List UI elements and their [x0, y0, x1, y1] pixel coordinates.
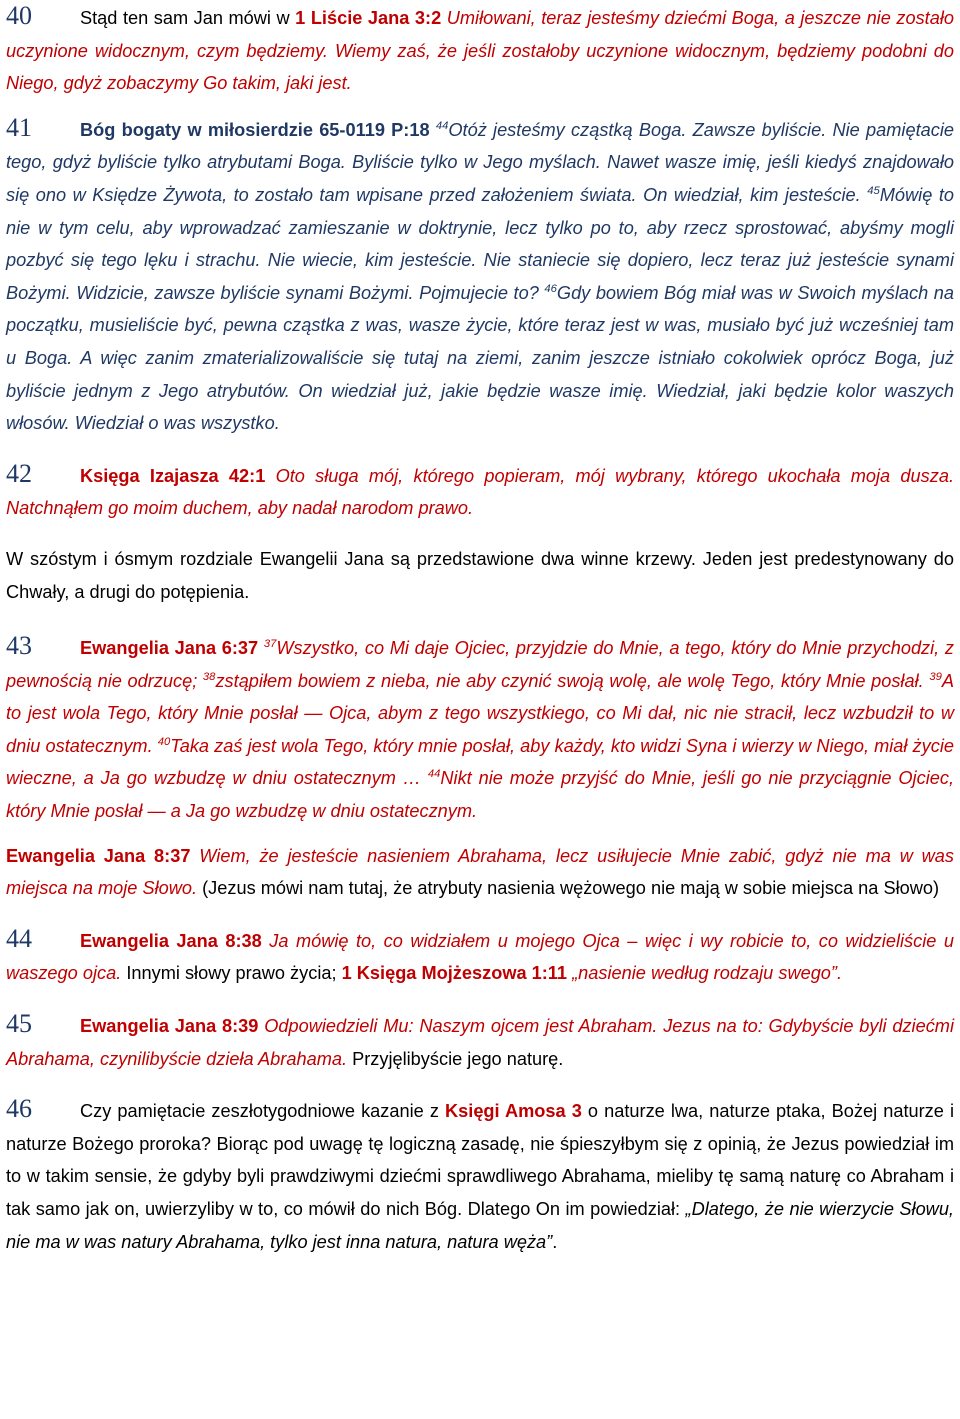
- paragraph-44: [6, 923, 954, 990]
- paragraph-40: [6, 0, 954, 100]
- verse-number: 39: [929, 670, 942, 683]
- verse-number: 38: [202, 670, 216, 683]
- body-text: Innymi słowy prawo życia;: [121, 963, 342, 984]
- sermon-reference: Bóg bogaty w miłosierdzie 65-0119 P:18: [80, 119, 430, 140]
- sermon-quote: Gdy bowiem Bóg miał was w Swoich myślach na początku, musieliście być, pewna cząstka z was, wasze życie, które teraz jest w was, musiało być już wcześniej tam u Boga. A więc zanim zmaterializowaliście się tutaj na ziemi, zanim jeszcze istniało cokolwiek oprócz Boga, już byliście jednym z Jego atrybutów. On wiedział już, jakie będzie wasze imię. Wiedział, jaki będzie kolor waszych włosów. Wiedział o was wszystko.: [6, 282, 954, 434]
- body-text: Stąd ten sam Jan mówi w: [80, 8, 296, 28]
- scripture-quote: A to jest wola Tego, który Mnie posłał — Ojca, abym z tego wszystkiego, co Mi dał, nic nie stracił, lecz wzbudził to w dniu ostatecznym.: [6, 670, 955, 756]
- quote-text: „Dlatego, że nie wierzycie Słowu, nie ma w was natury Abrahama, tylko jest inna natura, natura węża”: [6, 1199, 954, 1252]
- plain-paragraph: W szóstym i ósmym rozdziale Ewangelii Jana są przedstawione dwa winne krzewy. Jeden jest predestynowany do Chwały, a drugi do potępienia.: [6, 548, 954, 602]
- scripture-reference: Ewangelia Jana 8:39: [80, 1016, 259, 1037]
- scripture-reference: Księgi Amosa 3: [445, 1101, 582, 1122]
- scripture-reference: Księga Izajasza 42:1: [80, 465, 266, 486]
- scripture-quote: Ja mówię to, co widziałem u mojego Ojca – więc i wy robicie to, co widzieliście u waszego ojca.: [6, 930, 954, 984]
- verse-number: 40: [157, 735, 171, 748]
- paragraph-number: 44: [6, 923, 32, 953]
- paragraph-43b: [6, 840, 954, 905]
- scripture-quote: Wszystko, co Mi daje Ojciec, przyjdzie do Mnie, a tego, który do Mnie przychodzi, z pewnością nie odrzucę;: [6, 638, 954, 691]
- paragraph-46: [6, 1093, 954, 1258]
- scripture-quote: Wiem, że jesteście nasieniem Abrahama, lecz usiłujecie Mnie zabić, gdyż nie ma w was miejsca na moje Słowo.: [6, 845, 954, 899]
- body-text: Przyjęlibyście jego naturę.: [347, 1048, 564, 1069]
- verse-number: 45: [867, 184, 880, 197]
- paragraph-42: [6, 458, 954, 525]
- verse-number: 44: [435, 119, 449, 132]
- paragraph-43: [6, 630, 954, 828]
- paragraph-number: 40: [6, 1, 32, 30]
- scripture-quote: Umiłowani, teraz jesteśmy dziećmi Boga, a jeszcze nie zostało uczynione widocznym, czym będziemy. Wiemy zaś, że jeśli zostałoby uczynione widocznym, będziemy podobni do Niego, gdyż zobaczymy Go takim, jaki jest.: [6, 8, 954, 94]
- paragraph-number: 41: [6, 112, 32, 142]
- verse-number: 46: [544, 282, 557, 295]
- scripture-quote: Oto sługa mój, którego popieram, mój wybrany, którego ukochała moja dusza. Natchnąłem go moim duchem, aby nadał narodom prawo.: [6, 465, 955, 519]
- paragraph-number: 42: [6, 458, 32, 488]
- scripture-quote: zstąpiłem bowiem z nieba, nie aby czynić swoją wolę, ale wolę Tego, który Mnie posłał.: [215, 670, 930, 691]
- verse-number: 44: [427, 768, 441, 781]
- paragraph-number: 46: [6, 1094, 32, 1124]
- paragraph-41: [6, 112, 954, 440]
- scripture-reference: Ewangelia Jana 6:37: [80, 638, 259, 659]
- scripture-reference: 1 Księga Mojżeszowa 1:11: [341, 963, 568, 984]
- body-text: o naturze lwa, naturze ptaka, Bożej naturze i naturze Bożego proroka? Biorąc pod uwagę tę logiczną zasadę, nie śpieszyłbym się z opinią, że Jezus powiedział im to w takim sensie, że gdyby byli prawdziwymi dziećmi sprawdliwego Abrahama, mieliby tę samą naturę co Abraham i tak samo jak on, uwierzyliby w to, co mówił do nich Bóg. Dlatego On im powiedział:: [6, 1101, 954, 1219]
- paragraph-45: [6, 1008, 954, 1075]
- scripture-quote: Nikt nie może przyjść do Mnie, jeśli go nie przyciągnie Ojciec, który Mnie posłał — a Ja go wzbudzę w dniu ostatecznym.: [6, 768, 954, 822]
- scripture-quote: „nasienie według rodzaju swego”.: [572, 963, 843, 984]
- sermon-quote: Mówię to nie w tym celu, aby wprowadzać zamieszanie w doktrynie, lecz tylko po to, aby rzecz sprostować, abyśmy mogli pozbyć się tego lęku i strachu. Nie wiecie, kim jesteście. Nie staniecie się dopiero, lecz teraz już jesteście synami Bożymi. Widzicie, zawsze byliście synami Bożymi. Pojmujecie to?: [6, 184, 954, 303]
- scripture-reference: Ewangelia Jana 8:38: [80, 930, 262, 951]
- body-text: .: [552, 1231, 558, 1252]
- scripture-quote: Taka zaś jest wola Tego, który mnie posłał, aby każdy, kto widzi Syna i wierzy w Niego, miał życie wieczne, a Ja go wzbudzę w dniu ostatecznym …: [6, 735, 954, 789]
- scripture-reference: 1 Liście Jana 3:2: [295, 8, 442, 28]
- scripture-reference: Ewangelia Jana 8:37: [6, 845, 191, 866]
- verse-number: 37: [263, 638, 277, 651]
- sermon-quote: Otóż jesteśmy cząstką Boga. Zawsze byliście. Nie pamiętacie tego, gdyż byliście tylko atrybutami Boga. Byliście tylko w Jego myślach. Nawet wasze imię, jeśli kiedyś znajdowało się ono w Księdze Żywota, to zostało tam wpisane przed założeniem świata. On wiedział, kim jesteście.: [6, 119, 954, 205]
- scripture-quote: Odpowiedzieli Mu: Naszym ojcem jest Abraham. Jezus na to: Gdybyście byli dziećmi Abrahama, czynilibyście dzieła Abrahama.: [6, 1016, 954, 1069]
- paragraph-number: 43: [6, 631, 32, 661]
- body-text: (Jezus mówi nam tutaj, że atrybuty nasienia wężowego nie mają w sobie miejsca na Słowo): [197, 878, 940, 899]
- body-text: Czy pamiętacie zeszłotygodniowe kazanie z: [80, 1101, 446, 1122]
- paragraph-number: 45: [6, 1009, 32, 1039]
